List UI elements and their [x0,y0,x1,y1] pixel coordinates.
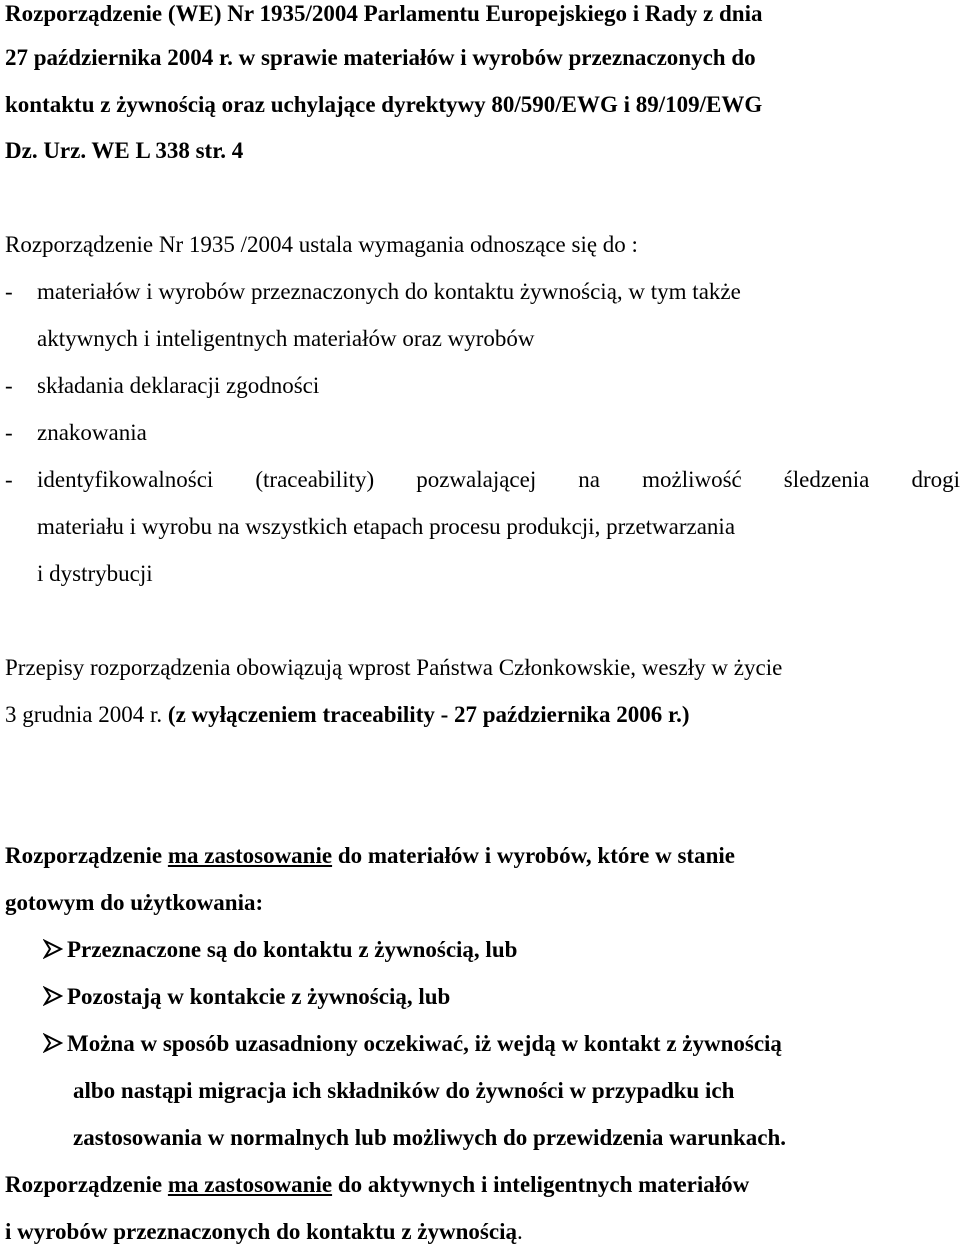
list-dash: - [5,467,13,492]
requirement-item [5,466,960,494]
title-line-1: Rozporządzenie (WE) Nr 1935/2004 Parlamentu Europejskiego i Rady z dnia [5,1,763,26]
scope2-period: . [516,1219,523,1244]
bullet-text: Można w sposób uzasadniony oczekiwać, iż wejdą w kontakt z żywnością [67,1031,782,1056]
scope2-text: Rozporządzenie [5,1172,168,1197]
list-dash: - [5,373,13,398]
scope-text: Rozporządzenie [5,843,168,868]
effective-date [5,701,690,729]
effective-date-text: 3 grudnia 2004 r. [5,702,168,727]
title-line-4: Dz. Urz. WE L 338 str. 4 [5,138,244,163]
requirement-text: materiałów i wyrobów przeznaczonych do kontaktu żywnością, w tym także [37,279,741,304]
requirement-continuation: i dystrybucji [37,561,153,586]
traceability-exception: (z wyłączeniem traceability - 27 października 2006 r.) [167,702,690,727]
title-line-3: kontaktu z żywnością oraz uchylające dyrektywy 80/590/EWG i 89/109/EWG [5,92,763,117]
scope-text: do materiałów i wyrobów, które w stanie [332,843,735,868]
requirement-text: znakowania [37,420,147,445]
scope2-text: do aktywnych i inteligentnych materiałów [332,1172,750,1197]
scope2-heading-line-2 [5,1218,523,1246]
title-line-2: 27 października 2004 r. w sprawie materiałów i wyrobów przeznaczonych do [5,45,756,70]
intro-text: Rozporządzenie Nr 1935 /2004 ustala wymagania odnoszące się do : [5,232,638,257]
arrow-bullet-icon [43,1030,65,1058]
arrow-bullet-icon [43,983,65,1011]
list-dash: - [5,279,13,304]
scope2-heading [5,1171,749,1199]
requirement-item [5,372,319,400]
scope-heading-line-2: gotowym do użytkowania: [5,890,264,915]
effective-text: Przepisy rozporządzenia obowiązują wprost Państwa Członkowskie, weszły w życie [5,655,783,680]
requirement-text: składania deklaracji zgodności [37,373,320,398]
bullet-item [0,1030,782,1058]
requirement-continuation: aktywnych i inteligentnych materiałów oraz wyrobów [37,326,535,351]
arrow-bullet-icon [43,936,65,964]
scope2-emphasis: ma zastosowanie [167,1172,333,1197]
requirement-item [5,419,147,447]
requirement-continuation: materiału i wyrobu na wszystkich etapach procesu produkcji, przetwarzania [37,514,736,539]
scope2-text: i wyrobów przeznaczonych do kontaktu z żywnością [5,1219,517,1244]
bullet-text: Przeznaczone są do kontaktu z żywnością, lub [67,937,518,962]
list-dash: - [5,420,13,445]
bullet-continuation: zastosowania w normalnych lub możliwych do przewidzenia warunkach. [73,1125,787,1150]
scope-heading [5,842,735,870]
bullet-text: Pozostają w kontakcie z żywnością, lub [67,984,451,1009]
requirement-item [5,278,741,306]
bullet-item [0,936,517,964]
scope-emphasis: ma zastosowanie [167,843,333,868]
bullet-item [0,983,450,1011]
requirement-text: identyfikowalności (traceability) pozwalającej na możliwość śledzenia drogi [37,467,960,492]
bullet-continuation: albo nastąpi migracja ich składników do żywności w przypadku ich [73,1078,735,1103]
